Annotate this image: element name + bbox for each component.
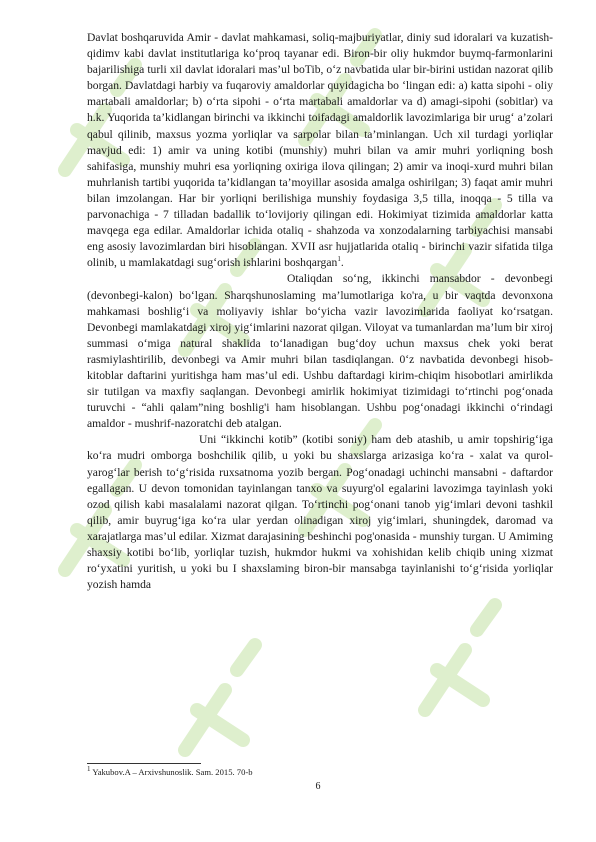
watermark-mark bbox=[185, 645, 255, 750]
body-text bbox=[87, 30, 553, 593]
footnote-number: 1 bbox=[87, 765, 91, 774]
paragraph-1: Davlat boshqaruvida Amir - davlat mahkamasi, soliq-majburiyatlar, diniy sud idoralari va kuzatish-qidimv kabi davlat institutlariga ko‘proq tayanar edi. Biron-bir oliy hukmdor buymq-farmonlarini bajarilishiga turli xil davlat idoralari mas’ul boTib, o‘z navbatida ular bir-birini ustidan nazorat qilib borgan. Davlatdagi harbiy va fuqaroviy amaldorlar quyidagicha bo ‘lingan edi: a) katta sipohi - oliy martabali amaldorlar; b) o‘rta sipohi - o‘rta martabali amaldorlar va d) amagi-sipohi (sobitlar) va h.k. Yuqorida ta’kidlangan birinchi va ikkinchi toifadagi amaldorlik lavozimlariga bir urug‘ a’zolari qabul qilinib, maxsus yozma yorliqlar va sarpolar bilan ta’minlangan. Uch xil turdagi yorliqlar mavjud edi: 1) amir va uning kotibi (munshiy) muhri bilan va amir muhri yorliqning bosh sahifasiga, munshiy muhri esa yorliqning oxiriga ilova qilingan; 2) amir va inoqi-xurd muhri bilan muhrlanish tartibi yuqorida ta’kidlangan ta’moyillar asosida amalga oshirilgan; 3) faqat amir muhri bilan imzolangan. Har bir yorliqni berilishiga munshiy foydasiga 3,5 tilla, inoqqa - 5 tilla va parvonachiga - 7 tilladan badallik to‘lovijoriy qilingan edi. Hokimiyat tizimida amaldorlar katta mavqega ega edilar. Amaldorlar ichida otaliq - shahzoda va xonzodalarning tarbiyachisi mansabi eng asosiy lavozimlardan biri hisoblangan. XVII asr hujjatlarida otaliq - birinchi vazir sifatida tilga olinib, u mamlakatdagi sug‘orish ishlarini boshqargan$^1$. bbox=[87, 31, 553, 270]
watermark-mark bbox=[425, 605, 495, 710]
paragraph-3: Uni “ikkinchi kotib” (kotibi soniy) ham deb atashib, u amir topshirig‘iga ko‘ra mudri omborga boshchilik qilib, u yoki bu shaxslarga arizasiga ko‘ra - xalat va qurol-yarog‘lar berish to‘g‘risida ruxsatnoma yozib bergan. Pog‘onadagi uchinchi mansabni - daftardor egallagan. U devon tomonidan tayinlangan tanxo va suyurg'ol egalarini lavozimga tayinlash yoki ozod qilish kabi masalalami nazorat qilgan. To‘rtinchi pog‘onani tanob yig‘imlari devoni tashkil qilib, amir buyrug‘iga ko‘ra ular yerdan olinadigan xiroj yig‘imlari, shuningdek, daromad va xarajatlarga mas’ul edilar. Xizmat darajasining beshinchi pog'onasida - munshiy turgan. U Amiming shaxsiy kotibi bo‘lib, yorliqlar tuzish, hukmdor hukmi va xohishidan kelib chiqib uning xizmat ro‘yxatini yuritish, u yoki bu I shaxslaming biron-bir mansabga tayinlanishi to‘g‘risida yorliqlar yozish hamda bbox=[87, 433, 553, 592]
paragraph-2: Otaliqdan so‘ng, ikkinchi mansabdor - devonbegi (devonbegi-kalon) bo‘lgan. Sharqshunoslaming ma’lumotlariga ko'ra, u bir vaqtda devonxona mahkamasi boshlig‘i va moliyaviy ishlar bo‘yicha vazir lavozimlarida faoliyat ko‘rsatgan. Devonbegi mamlakatdagi xiroj yig‘imlarini nazorat qilgan. Viloyat va tumanlardan ma’lum bir xiroj summasi o‘miga natural shaklida to‘lanadigan bug‘doy uchun maxsus chek yoki berat rasmiylashtirilib, devonbegi va Amir muhri bilan tasdiqlangan. 0‘z navbatida devonbegi hisob-kitoblar daftarini yuritishga ham mas’ul edi. Ushbu daftardagi kirim-chiqim hisobotlari amirlikda sir tutilgan va maxfiy saqlangan. Devonbegi amirlik hokimiyat tizimidagi to‘rtinchi pog‘onada turuvchi - “ahli qalam”ning boshlig'i ham hisoblangan. Ushbu pog‘onadagi ikkinchi o‘rindagi amaldor - mushrif-nazoratchi deb atalgan. bbox=[87, 272, 553, 431]
page-number: 6 bbox=[315, 781, 321, 792]
paragraph-1-text: Davlat boshqaruvida Amir - davlat mahkamasi, soliq-majburiyatlar, diniy sud idoralari va kuzatish-qidimv kabi davlat institutlariga ko‘proq tayanar edi. Biron-bir oliy hukmdor buymq-farmonlarini bajarilishiga turli xil davlat idoralari mas’ul boTib, o‘z navbatida ular bir-birini ustidan nazorat qilib borgan. Davlatdagi harbiy va fuqaroviy amaldorlar quyidagicha bo ‘lingan edi: a) katta sipohi - oliy martabali amaldorlar; b) o‘rta sipohi - o‘rta martabali amaldorlar va d) amagi-sipohi (sobitlar) va h.k. Yuqorida ta’kidlangan birinchi va ikkinchi toifadagi amaldorlik lavozimlariga bir urug‘ a’zolari qabul qilinib, maxsus yozma yorliqlar va sarpolar bilan ta’minlangan. Uch xil turdagi yorliqlar mavjud edi: 1) amir va uning kotibi (munshiy) muhri bilan va amir muhri yorliqning bosh sahifasiga, munshiy muhri esa yorliqning oxiriga ilova qilingan; 2) amir va inoqi-xurd muhri bilan muhrlanish tartibi yuqorida ta’kidlangan ta’moyillar asosida amalga oshirilgan; 3) faqat amir muhri bilan imzolangan. Har bir yorliqni berilishiga munshiy foydasiga 3,5 tilla, inoqqa - 5 tilla va parvonachiga - 7 tilladan badallik to‘lovijoriy qilingan edi. Hokimiyat tizimida amaldorlar katta mavqega ega edilar. Amaldorlar ichida otaliq - shahzoda va xonzodalarning tarbiyachisi mansabi eng asosiy lavozimlardan biri hisoblangan. XVII asr hujjatlarida otaliq - birinchi vazir sifatida tilga olinib, u mamlakatdagi sug‘orish ishlarini boshqargan bbox=[87, 31, 553, 270]
footnote-divider bbox=[87, 763, 201, 764]
footnote-text: Yakubov.A – Arxivshunoslik. Sam. 2015. 70-b bbox=[92, 767, 253, 777]
footnote bbox=[87, 767, 253, 778]
footnote-reference: 1 bbox=[337, 255, 341, 264]
